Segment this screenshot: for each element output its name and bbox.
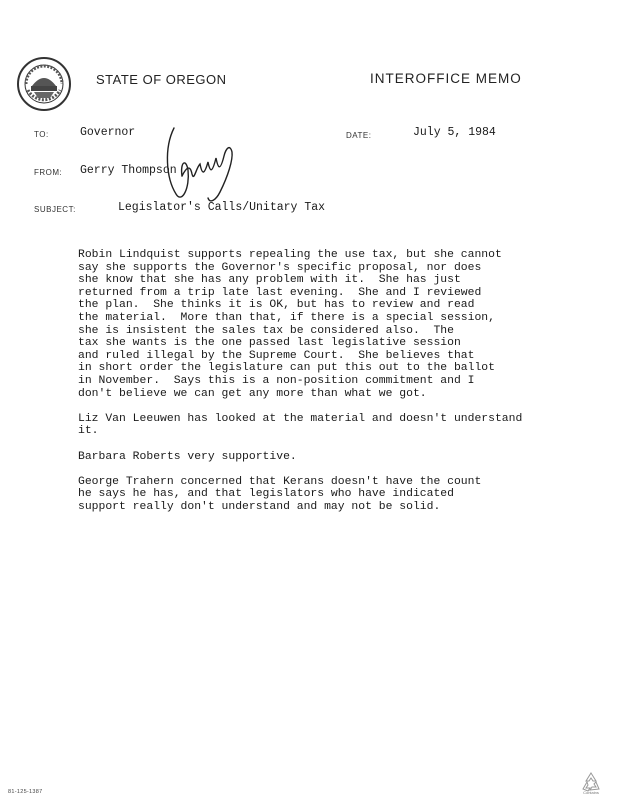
form-number: 81-125-1387 bbox=[8, 789, 43, 795]
handwritten-signature bbox=[160, 118, 240, 210]
body-paragraph: Barbara Roberts very supportive. bbox=[78, 450, 297, 463]
body-paragraph: George Trahern concerned that Kerans doesn't have the count he says he has, and that legislators who have indicated support really don't understand and may not be solid. bbox=[78, 475, 482, 513]
state-seal-icon bbox=[16, 56, 72, 112]
date-label: DATE: bbox=[346, 131, 372, 140]
organization-name: STATE OF OREGON bbox=[96, 72, 227, 87]
from-value: Gerry Thompson bbox=[80, 164, 177, 177]
subject-value: Legislator's Calls/Unitary Tax bbox=[118, 201, 326, 214]
subject-label: SUBJECT: bbox=[34, 205, 76, 214]
recycle-label: Contains bbox=[583, 790, 599, 795]
body-paragraph: Robin Lindquist supports repealing the use tax, but she cannot say she supports the Governor's specific proposal, nor does she know that she has any problem with it. She has just returned from a trip late last evening. She and I reviewed the plan. She thinks it is OK, but has to review and read the material. More than that, if there is a special session, she is insistent the sales tax be considered also. The tax she wants is the one passed last legislative session and ruled illegal by the Supreme Court. She believes that in short order the legislature can put this out to the ballot in November. Says this is a non-position commitment and I don't believe we can get any more than what we got. bbox=[78, 249, 502, 400]
from-label: FROM: bbox=[34, 168, 63, 177]
memo-body bbox=[78, 249, 578, 526]
to-value: Governor bbox=[80, 126, 136, 139]
to-label: TO: bbox=[34, 130, 49, 139]
date-value: July 5, 1984 bbox=[413, 126, 496, 139]
body-paragraph: Liz Van Leeuwen has looked at the material and doesn't understand it. bbox=[78, 412, 523, 438]
memo-type-title: INTEROFFICE MEMO bbox=[370, 71, 522, 86]
